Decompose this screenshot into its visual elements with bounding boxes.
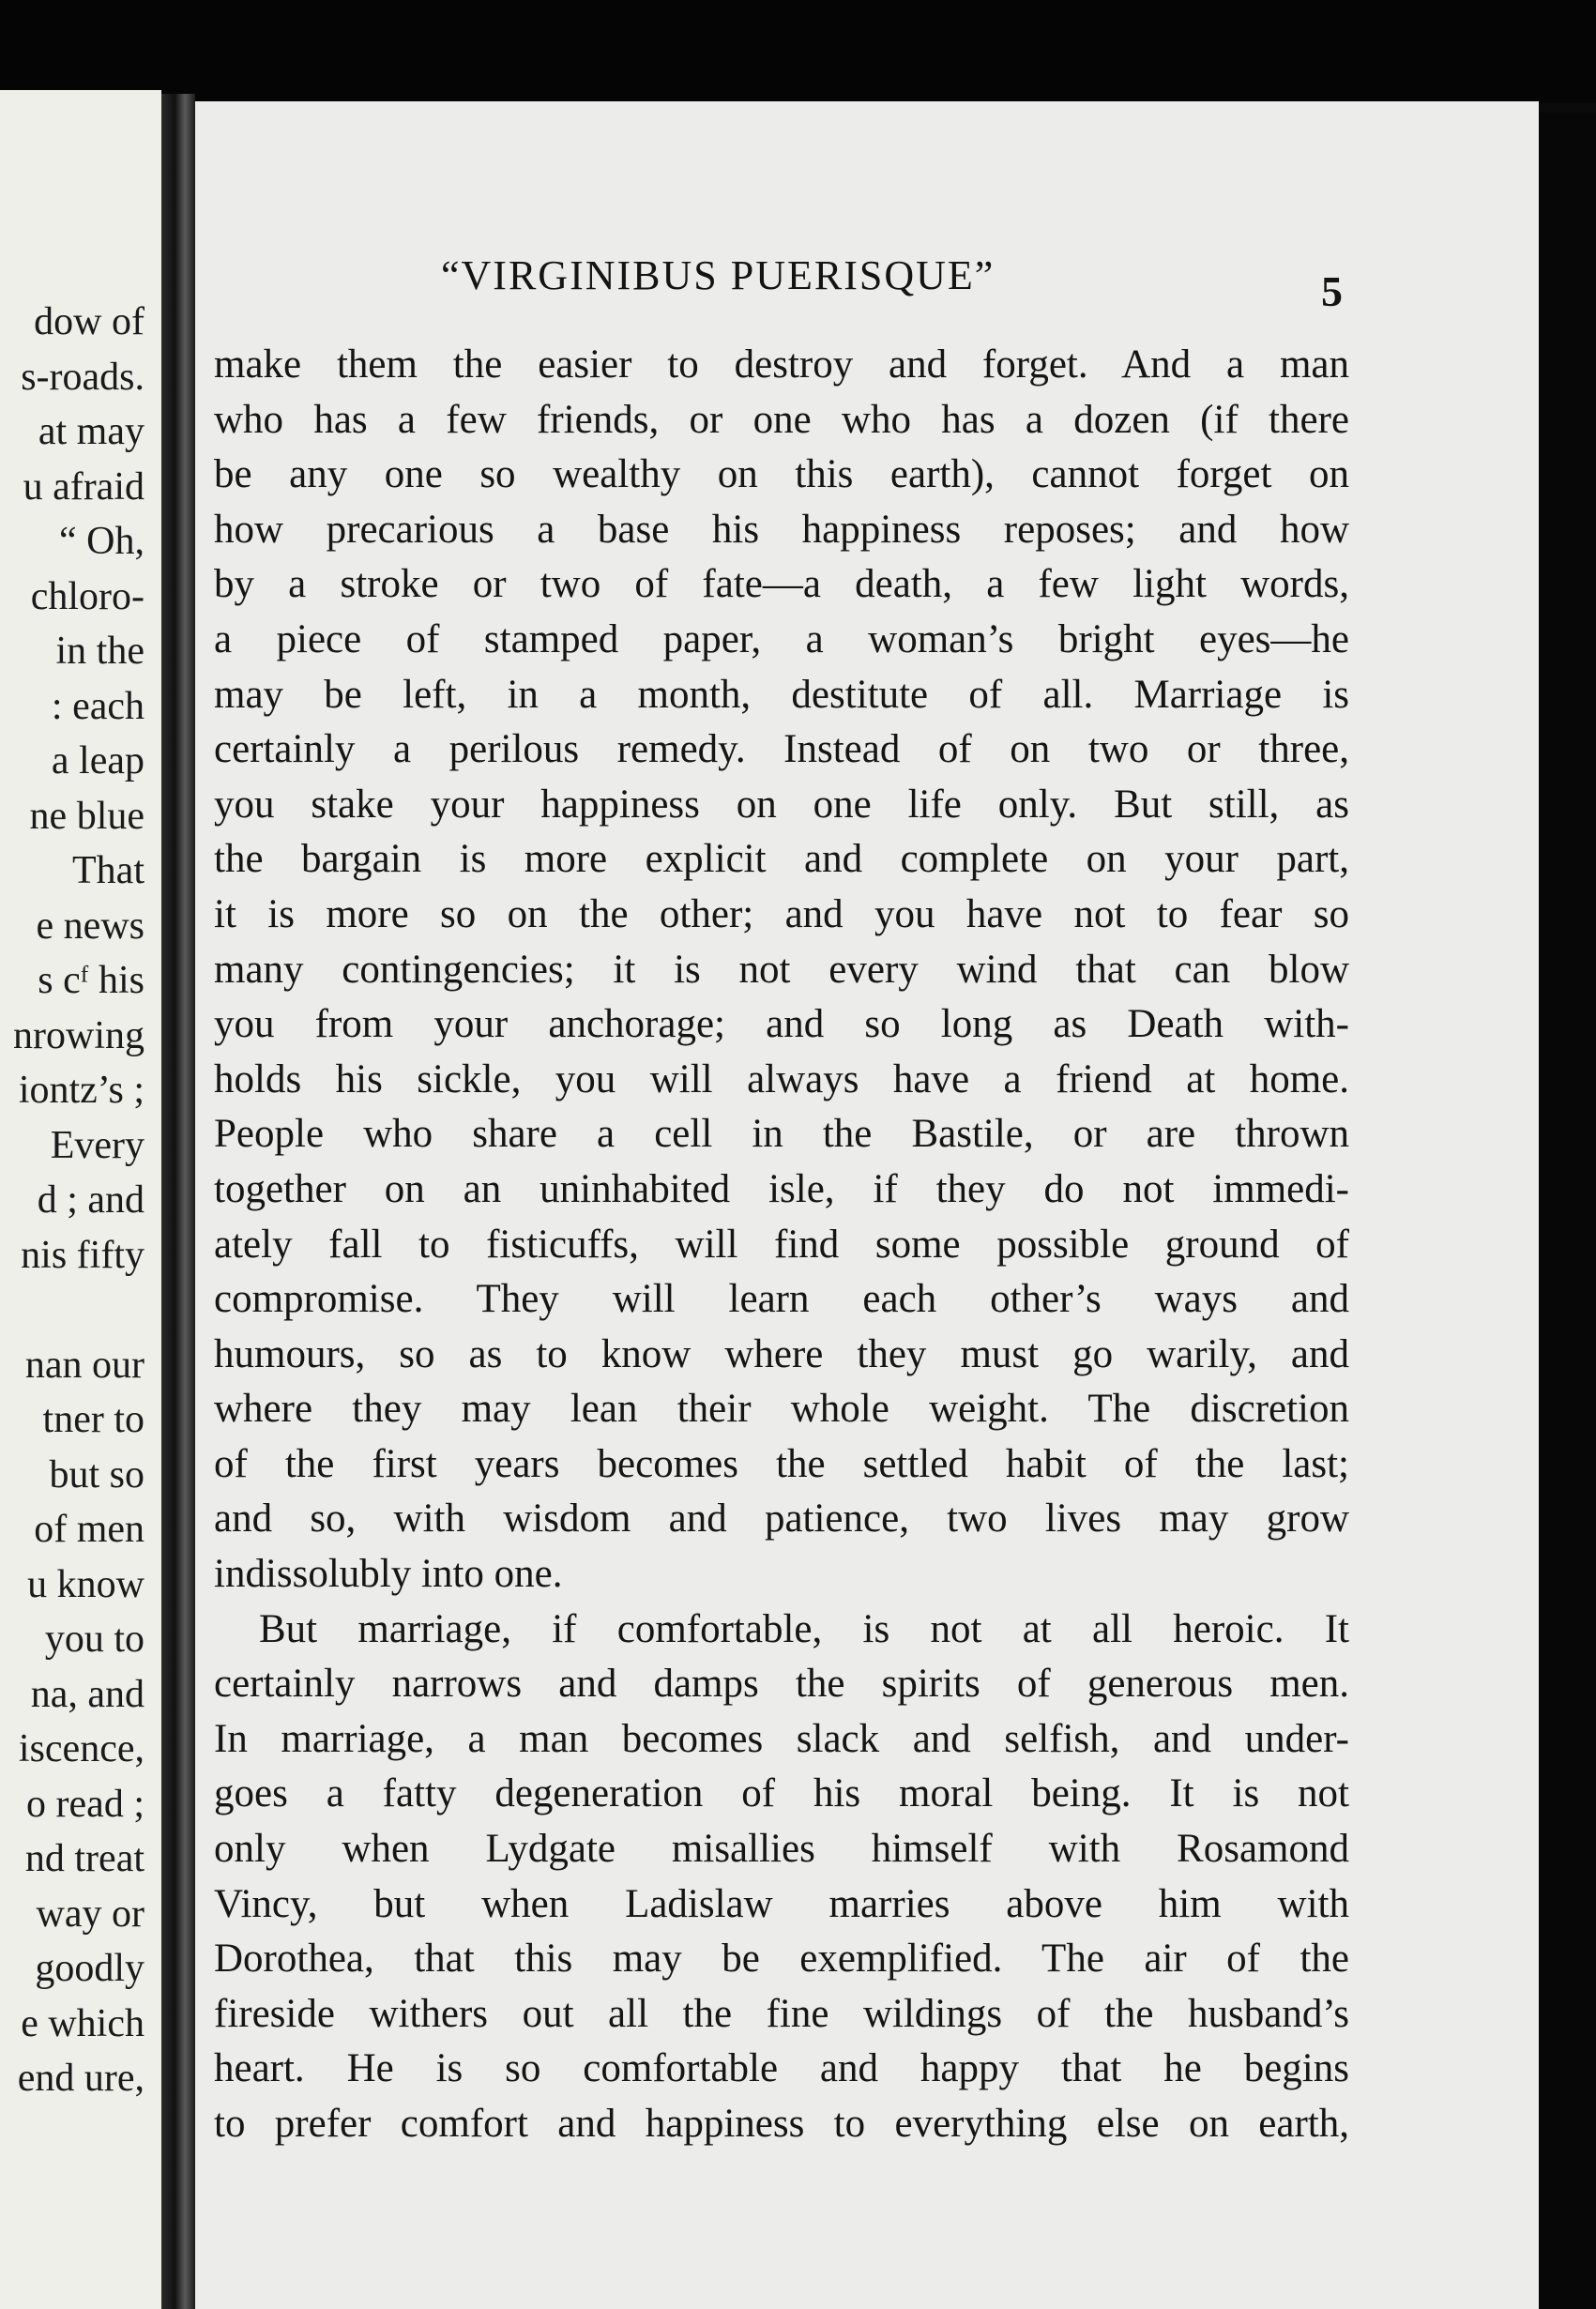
left-page-fragment: nis fifty: [21, 1233, 144, 1277]
text-line: by a stroke or two of fate—a death, a few light words,: [214, 562, 1349, 607]
left-page-fragment: you to: [44, 1618, 144, 1661]
left-page-fragment: Every: [50, 1123, 144, 1167]
text-line: you from your anchorage; and so long as Death with-: [214, 1002, 1349, 1047]
left-page-fragment: o read ;: [26, 1782, 144, 1826]
left-page-fragment: chloro-: [30, 574, 144, 618]
left-page-fragment: e which: [21, 2001, 144, 2045]
text-line: who has a few friends, or one who has a dozen (if there: [214, 397, 1349, 442]
left-page-fragment: u know: [27, 1562, 144, 1606]
text-line: Vincy, but when Ladislaw marries above him with: [214, 1881, 1349, 1926]
text-line: of the first years becomes the settled habit of the last;: [214, 1441, 1349, 1486]
text-line: indissolubly into one.: [214, 1552, 563, 1597]
left-page-text: [13, 295, 144, 2106]
body-text: [214, 338, 1349, 2152]
text-line: make them the easier to destroy and forget. And a man: [214, 342, 1349, 387]
left-page-fragment: of men: [34, 1508, 144, 1551]
scan-background: [0, 0, 1596, 103]
left-page-fragment: at may: [38, 410, 144, 453]
text-line: you stake your happiness on one life only. But still, as: [214, 782, 1349, 827]
left-page-fragment: end ure,: [17, 2057, 144, 2100]
left-page-fragment: [13, 1283, 144, 1338]
left-page-fragment: nrowing: [13, 1013, 144, 1057]
left-page-fragment: nan our: [24, 1343, 144, 1387]
text-line: holds his sickle, you will always have a friend at home.: [214, 1056, 1349, 1101]
left-page-fragment: way or: [36, 1891, 144, 1936]
text-line: People who share a cell in the Bastile, or are thrown: [214, 1112, 1349, 1157]
book-gutter: [161, 94, 195, 2309]
text-line: be any one so wealthy on this earth), cannot forget on: [214, 452, 1349, 497]
text-line: ately fall to fisticuffs, will find some possible ground of: [214, 1222, 1349, 1267]
left-page-fragment: “ Oh,: [59, 520, 144, 563]
text-line: a piece of stamped paper, a woman’s bright eyes—he: [214, 616, 1349, 661]
text-line: humours, so as to know where they must go warily, and: [214, 1331, 1349, 1376]
text-line: compromise. They will learn each other’s ways and: [214, 1277, 1349, 1322]
text-line: together on an uninhabited isle, if they do not immedi-: [214, 1166, 1349, 1211]
text-line: the bargain is more explicit and complete on your part,: [214, 837, 1349, 882]
left-page-fragment: s cᶠ his: [38, 959, 144, 1002]
left-page-fragment: a leap: [51, 739, 144, 782]
left-page-fragment: ne blue: [29, 794, 144, 838]
left-page-fragment: in the: [55, 630, 144, 673]
left-page-fragment: goodly: [35, 1947, 144, 1990]
text-line: to prefer comfort and happiness to everything else on earth,: [214, 2102, 1349, 2146]
text-line: In marriage, a man becomes slack and selfish, and under-: [214, 1716, 1349, 1761]
text-line: may be left, in a month, destitute of all. Marriage is: [214, 672, 1349, 717]
text-line: goes a fatty degeneration of his moral being. It is not: [214, 1771, 1349, 1816]
text-line: where they may lean their whole weight. The discretion: [214, 1387, 1349, 1432]
left-page-fragment: dow of: [34, 300, 144, 343]
left-page-fragment: nd treat: [24, 1837, 144, 1880]
left-page-fragment: u afraid: [23, 464, 144, 509]
text-line: But marriage, if comfortable, is not at all heroic. It: [259, 1606, 1349, 1651]
text-line: certainly narrows and damps the spirits of generous men.: [214, 1662, 1349, 1707]
running-head: “VIRGINIBUS PUERISQUE”: [441, 252, 996, 298]
left-page-fragment: s-roads.: [21, 355, 144, 399]
text-line: fireside withers out all the fine wildings of the husband’s: [214, 1991, 1349, 2036]
page-number: 5: [1321, 267, 1343, 315]
left-page-fragment: iscence,: [18, 1727, 144, 1770]
left-page-fragment: d ; and: [37, 1178, 144, 1222]
text-line: and so, with wisdom and patience, two lives may grow: [214, 1496, 1349, 1542]
left-page-fragment: e news: [36, 904, 144, 948]
left-page-fragment: but so: [49, 1452, 144, 1496]
text-line: it is more so on the other; and you have not to fear so: [214, 891, 1349, 936]
text-line: heart. He is so comfortable and happy that he begins: [214, 2046, 1349, 2091]
left-page-fragment: : each: [51, 684, 144, 728]
right-edge-shadow: [1539, 113, 1596, 2309]
left-page-edge: [0, 90, 161, 2309]
text-line: many contingencies; it is not every wind that can blow: [214, 947, 1349, 992]
text-line: Dorothea, that this may be exemplified. The air of the: [214, 1937, 1349, 1982]
left-page-fragment: tner to: [42, 1398, 144, 1441]
left-page-fragment: na, and: [30, 1672, 144, 1716]
left-page-fragment: That: [72, 849, 144, 892]
left-page-fragment: iontz’s ;: [18, 1069, 144, 1112]
text-line: only when Lydgate misallies himself with Rosamond: [214, 1827, 1349, 1872]
text-line: certainly a perilous remedy. Instead of on two or three,: [214, 727, 1349, 772]
text-line: how precarious a base his happiness reposes; and how: [214, 507, 1349, 552]
